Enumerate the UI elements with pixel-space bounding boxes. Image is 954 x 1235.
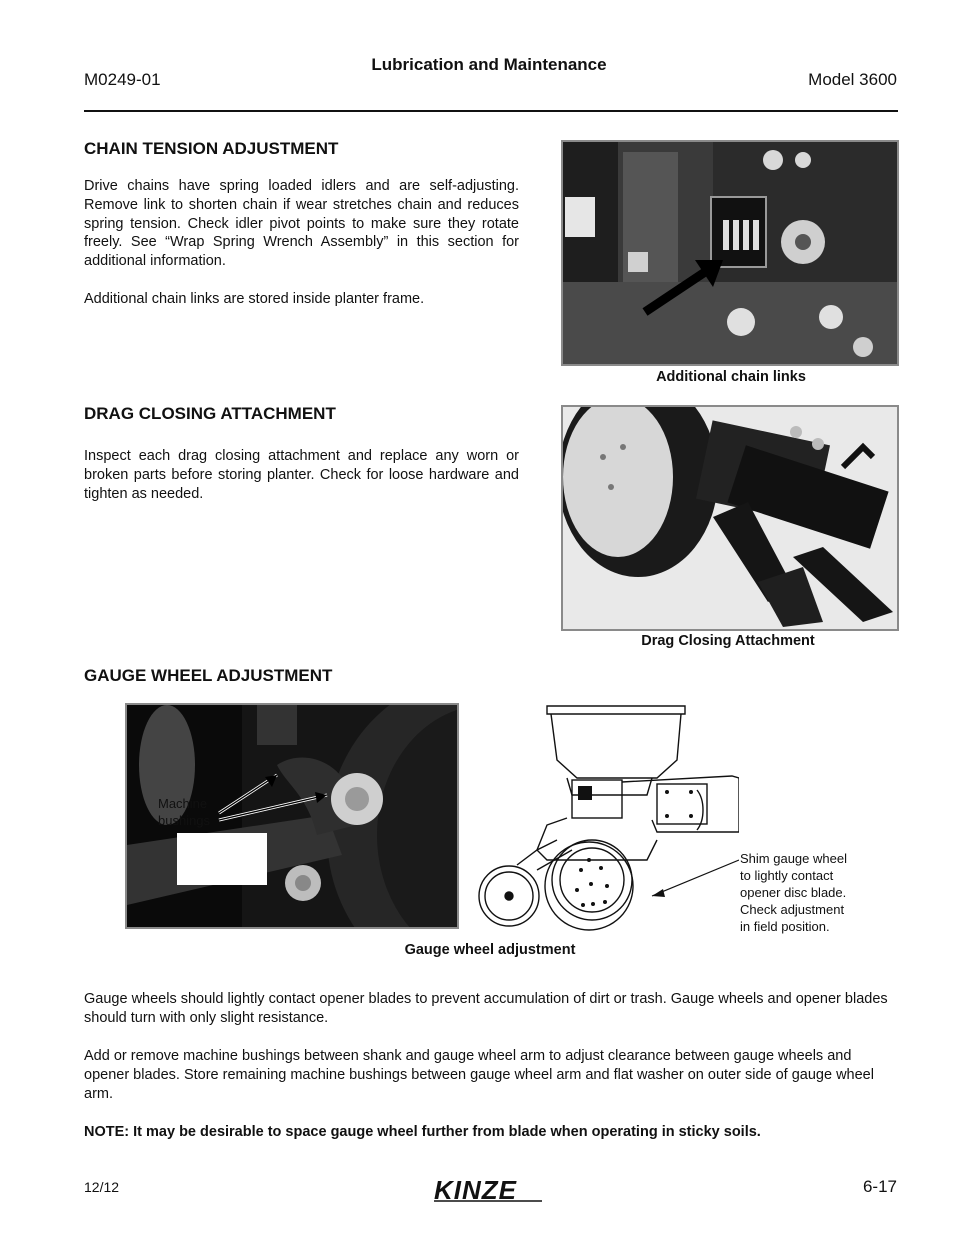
planter-row-unit-diagram [477,700,739,932]
chain-tension-paragraph: Drive chains have spring loaded idlers and are self-adjusting. Remove link to shorten chain if wear stretches chain and reduces spring tension. Check idler pivot points to make sure they rotate freely. See “Wrap Spring Wrench Assembly” in this section for additional information. [84,178,519,270]
shim-callout-line: Check adjustment [740,902,845,917]
page-number: 6-17 [862,1177,897,1196]
drag-closing-photo [561,405,899,631]
machine-bushings-paragraph: Add or remove machine bushings between shank and gauge wheel arm to adjust clearance between gauge wheels and opener blades. Store remaining machine bushings between gauge wheel arm and flat washer on outer side of gauge wheel arm. [84,1048,874,1102]
shim-callout-line: opener disc blade. [740,885,847,900]
shim-callout-line: in field position. [740,919,830,934]
revision-date: 12/12 [84,1179,120,1195]
gauge-wheel-paragraph: Gauge wheels should lightly contact opener blades to prevent accumulation of dirt or trash. Gauge wheels and opener blades should turn with only slight resistance. [84,991,888,1026]
shim-gauge-wheel-callout [740,850,847,935]
kinze-logo [430,1174,550,1204]
shim-callout-line: to lightly contact [740,868,834,883]
chain-tension-heading: CHAIN TENSION ADJUSTMENT [84,139,339,158]
chain-links-storage-text: Additional chain links are stored inside planter frame. [84,291,425,307]
section-title: Lubrication and Maintenance [371,55,607,74]
machine-bushings-callout-line: Machine [158,796,208,811]
gauge-wheel-heading: GAUGE WHEEL ADJUSTMENT [84,666,333,685]
machine-bushings-callout [158,795,210,829]
drag-closing-caption: Drag Closing Attachment [641,633,815,649]
machine-bushings-callout-line: bushings [158,813,211,828]
header-divider [84,110,898,112]
drag-closing-paragraph: Inspect each drag closing attachment and replace any worn or broken parts before storing planter. Check for loose hardware and tighten as needed. [84,448,519,502]
document-number: M0249-01 [84,70,161,89]
drag-closing-heading: DRAG CLOSING ATTACHMENT [84,404,336,423]
sticky-soil-note: NOTE: It may be desirable to space gauge wheel further from blade when operating in sticky soils. [84,1124,761,1140]
model-name: Model 3600 [808,70,897,89]
shim-callout-line: Shim gauge wheel [740,851,847,866]
chain-links-photo [561,140,899,366]
gauge-wheel-caption: Gauge wheel adjustment [404,942,576,958]
kinze-logo-text: KINZE [434,1175,517,1204]
chain-links-caption: Additional chain links [656,369,806,385]
